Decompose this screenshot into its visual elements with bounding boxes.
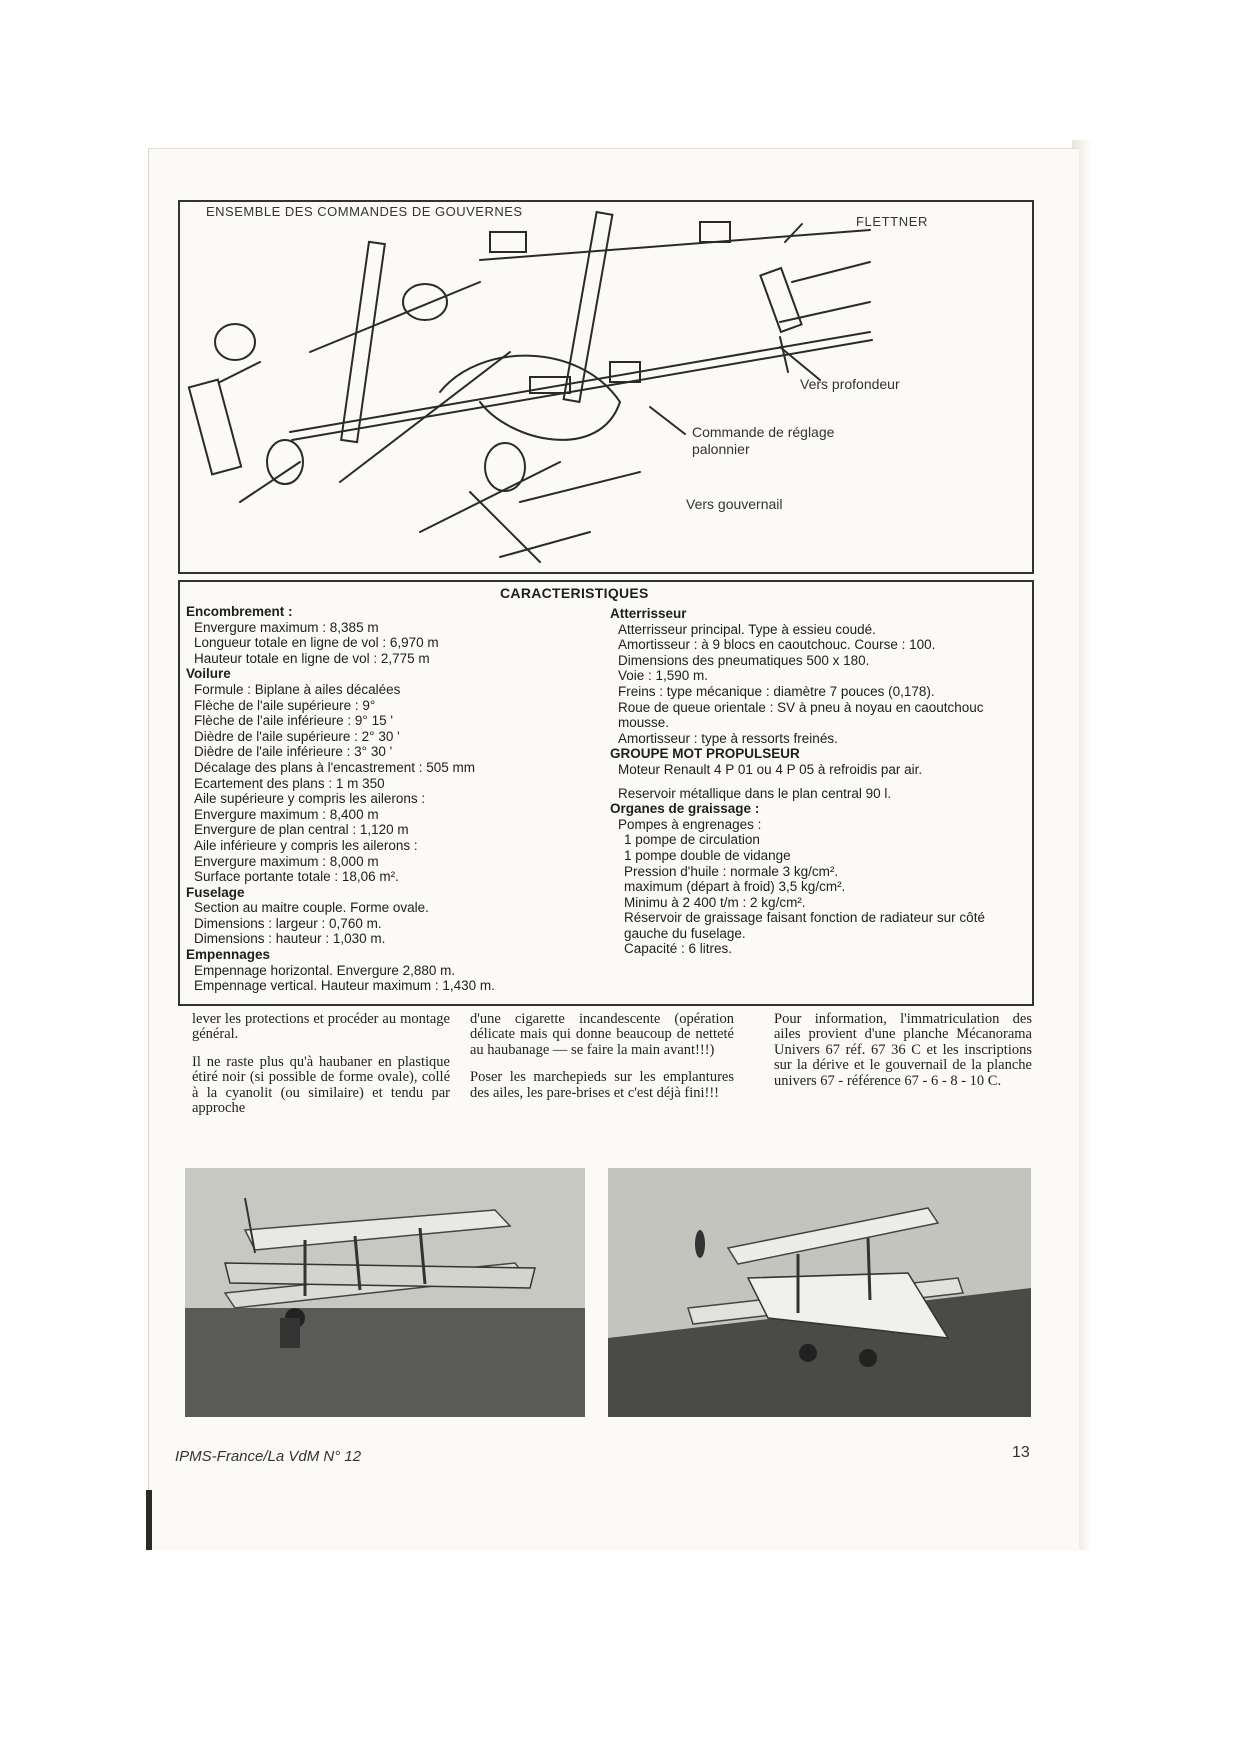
spec-line: Longueur totale en ligne de vol : 6,970 m <box>194 635 439 651</box>
spacer <box>610 778 1028 786</box>
article-column-1 <box>192 1012 450 1128</box>
article-column-3 <box>774 1012 1032 1101</box>
article-column-2 <box>470 1012 734 1113</box>
spec-line: Atterrisseur principal. Type à essieu coudé. <box>618 621 876 637</box>
spec-line: maximum (départ à froid) 3,5 kg/cm². <box>624 879 846 895</box>
spec-line: Pompes à engrenages : <box>618 816 762 832</box>
spec-line-moteur: Moteur Renault 4 P 01 ou 4 P 05 à refroidis par air. <box>618 761 923 777</box>
biplane-three-quarter-view-image <box>608 1168 1031 1417</box>
characteristics-box <box>178 580 1034 1006</box>
spec-line: Empennage vertical. Hauteur maximum : 1,430 m. <box>194 978 495 994</box>
controls-diagram <box>178 200 1034 574</box>
spec-line: Hauteur totale en ligne de vol : 2,775 m <box>194 650 430 666</box>
spec-line: Flèche de l'aile inférieure : 9° 15 ' <box>194 713 393 729</box>
spec-line: 1 pompe de circulation <box>624 832 760 848</box>
biplane-model-photo-right <box>608 1168 1031 1417</box>
spec-line: Dimensions des pneumatiques 500 x 180. <box>618 652 870 668</box>
spec-line: Capacité : 6 litres. <box>624 941 733 957</box>
spec-line: Envergure maximum : 8,000 m <box>194 853 379 869</box>
spec-line: Envergure de plan central : 1,120 m <box>194 822 409 838</box>
label-flettner: FLETTNER <box>856 214 928 229</box>
section-heading-encombrement: Encombrement : <box>186 604 293 619</box>
spec-line: Amortisseur : type à ressorts freinés. <box>618 730 838 746</box>
characteristics-left-column <box>186 604 586 994</box>
spec-line: Envergure maximum : 8,385 m <box>194 619 379 635</box>
spec-line: Formule : Biplane à ailes décalées <box>194 681 401 697</box>
characteristics-title: CARACTERISTIQUES <box>500 585 649 601</box>
spec-line: Aile supérieure y compris les ailerons : <box>194 791 426 807</box>
section-heading-graissage: Organes de graissage : <box>610 801 760 817</box>
controls-diagram-drawing <box>180 202 1032 572</box>
label-commande-reglage: Commande de réglage palonnier <box>692 424 835 457</box>
label-vers-profondeur: Vers profondeur <box>800 376 900 392</box>
section-heading-atterrisseur: Atterrisseur <box>610 606 687 621</box>
spec-line: Ecartement des plans : 1 m 350 <box>194 775 385 791</box>
spec-line: 1 pompe double de vidange <box>624 847 791 863</box>
spec-line: Amortisseur : à 9 blocs en caoutchouc. Course : 100. <box>618 637 936 653</box>
characteristics-right-column <box>610 606 1028 957</box>
spec-line: Pression d'huile : normale 3 kg/cm². <box>624 863 839 879</box>
page-number: 13 <box>1012 1444 1030 1461</box>
spec-line: Voie : 1,590 m. <box>618 668 709 684</box>
paragraph: Poser les marchepieds sur les emplantures des ailes, les pare-brises et c'est déjà fini!!! <box>470 1069 734 1101</box>
paragraph: d'une cigarette incandescente (opération délicate mais qui donne beaucoup de netteté au haubanage — se faire la main avant!!!) <box>470 1011 734 1058</box>
section-heading-fuselage: Fuselage <box>186 884 245 900</box>
paragraph: Il ne raste plus qu'à haubaner en plastique étiré noir (si possible de forme ovale), collé à la cyanolit (ou similaire) et tendu par approche <box>192 1053 450 1117</box>
biplane-model-photo-left <box>185 1168 585 1417</box>
spec-line: Dimensions : largeur : 0,760 m. <box>194 915 382 931</box>
spec-line-reservoir: Reservoir métallique dans le plan central 90 l. <box>618 785 892 801</box>
paragraph: lever les protections et procéder au montage général. <box>192 1011 450 1043</box>
spec-line: Envergure maximum : 8,400 m <box>194 806 379 822</box>
binding-mark <box>146 1490 152 1550</box>
spec-line: Empennage horizontal. Envergure 2,880 m. <box>194 962 456 978</box>
spec-line: Section au maitre couple. Forme ovale. <box>194 900 429 916</box>
spec-line: Minimu à 2 400 t/m : 2 kg/cm². <box>624 894 806 910</box>
diagram-title: ENSEMBLE DES COMMANDES DE GOUVERNES <box>206 204 523 219</box>
spec-line: Aile inférieure y compris les ailerons : <box>194 837 418 853</box>
spec-line: Dièdre de l'aile supérieure : 2° 30 ' <box>194 728 400 744</box>
section-heading-voilure: Voilure <box>186 666 231 682</box>
section-heading-empennages: Empennages <box>186 947 271 963</box>
spec-line: Roue de queue orientale : SV à pneu à noyau en caoutchouc mousse. <box>618 699 984 731</box>
paragraph: Pour information, l'immatriculation des ailes provient d'une planche Mécanorama Univers 67 réf. 67 36 C et les inscriptions sur la dérive et le gouvernail de la planche univers 67 - référence 67 - 6 - 8 - 10 C. <box>774 1011 1032 1089</box>
spec-line: Dimensions : hauteur : 1,030 m. <box>194 931 386 947</box>
spec-line: Flèche de l'aile supérieure : 9° <box>194 697 376 713</box>
footer-publication: IPMS-France/La VdM N° 12 <box>175 1448 362 1465</box>
spec-line: Surface portante totale : 18,06 m². <box>194 869 399 885</box>
spec-line: Dièdre de l'aile inférieure : 3° 30 ' <box>194 744 393 760</box>
biplane-side-view-image <box>185 1168 585 1417</box>
spec-line: Freins : type mécanique : diamètre 7 pouces (0,178). <box>618 683 935 699</box>
spec-line: Décalage des plans à l'encastrement : 505 mm <box>194 759 475 775</box>
section-heading-groupe-propulseur: GROUPE MOT PROPULSEUR <box>610 746 800 762</box>
spec-line: Réservoir de graissage faisant fonction de radiateur sur côté gauche du fuselage. <box>624 910 985 941</box>
label-vers-gouvernail: Vers gouvernail <box>686 496 783 512</box>
